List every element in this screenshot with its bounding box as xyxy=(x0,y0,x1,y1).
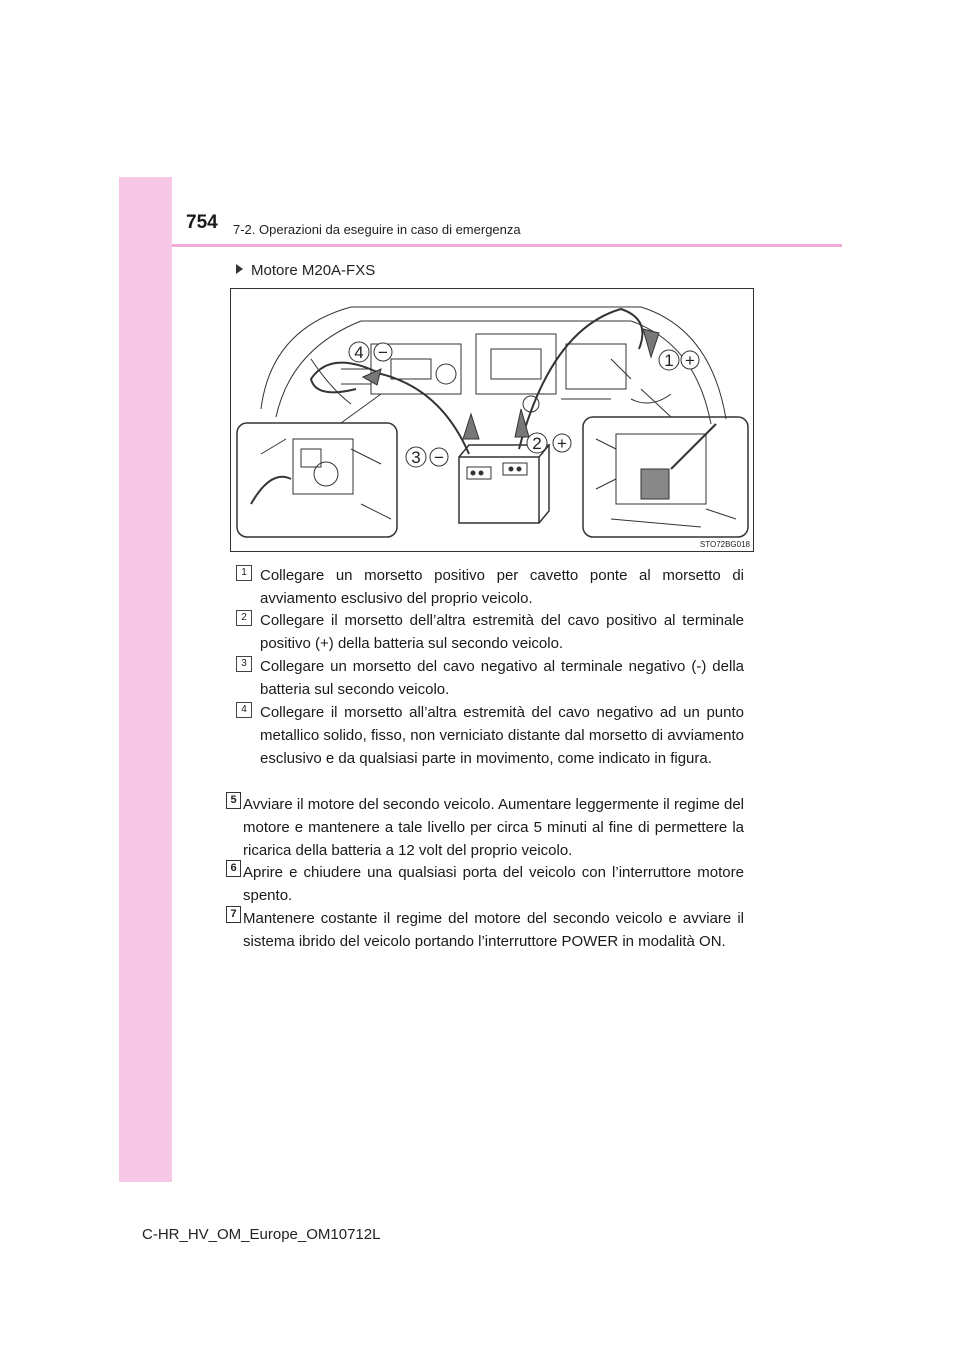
substep-text-4: Collegare il morsetto all’altra estremità del cavo negativo ad un punto metallico solido, fisso, non verniciato distante dal morsetto di avviamento esclusivo e da qualsiasi parte in movimento, come indicato in figura. xyxy=(260,704,744,767)
engine-illustration xyxy=(230,288,754,552)
callout-3: 3 xyxy=(411,448,421,467)
variant-label xyxy=(236,262,375,279)
step-badge-5: 5 xyxy=(226,792,241,809)
callout-4-sign: − xyxy=(378,343,388,362)
variant-text: Motore M20A-FXS xyxy=(251,262,376,279)
side-band xyxy=(119,177,172,1182)
step-text-6: Aprire e chiudere una qualsiasi porta del veicolo con l’interruttore motore spento. xyxy=(243,864,744,904)
engine-bay-drawing xyxy=(231,289,753,551)
substep-badge-1: 1 xyxy=(236,565,252,581)
section-title: 7-2. Operazioni da eseguire in caso di emergenza xyxy=(233,222,521,237)
callout-2: 2 xyxy=(532,434,542,453)
substep-text-1: Collegare un morsetto positivo per cavetto ponte al morsetto di avviamento esclusivo del proprio veicolo. xyxy=(260,567,744,607)
step-badge-7: 7 xyxy=(226,906,241,923)
callout-3-sign: − xyxy=(434,448,444,467)
step-text-7: Mantenere costante il regime del motore del secondo veicolo e avviare il sistema ibrido del veicolo portando l’interruttore POWER in modalità ON. xyxy=(243,910,744,950)
header-rule xyxy=(172,244,842,247)
callout-4: 4 xyxy=(354,343,364,362)
substep-text-3: Collegare un morsetto del cavo negativo al terminale negativo (-) della batteria sul secondo veicolo. xyxy=(260,658,744,698)
substep-badge-3: 3 xyxy=(236,656,252,672)
step-text-5: Avviare il motore del secondo veicolo. Aumentare leggermente il regime del motore e mantenere a tale livello per circa 5 minuti al fine di permettere la ricarica della batteria a 12 volt del proprio veicolo. xyxy=(243,796,744,859)
page-number: 754 xyxy=(186,212,218,233)
substep-badge-4: 4 xyxy=(236,702,252,718)
substep-badge-2: 2 xyxy=(236,610,252,626)
footer-code: C-HR_HV_OM_Europe_OM10712L xyxy=(142,1226,381,1243)
figure-code: STO72BG018 xyxy=(699,540,750,549)
callout-2-sign: + xyxy=(557,434,567,453)
triangle-bullet-icon xyxy=(236,264,243,274)
callout-1-sign: + xyxy=(685,351,695,370)
callout-1: 1 xyxy=(664,351,674,370)
substep-text-2: Collegare il morsetto dell’altra estremità del cavo positivo al terminale positivo (+) della batteria sul secondo veicolo. xyxy=(260,612,744,652)
step-badge-6: 6 xyxy=(226,860,241,877)
